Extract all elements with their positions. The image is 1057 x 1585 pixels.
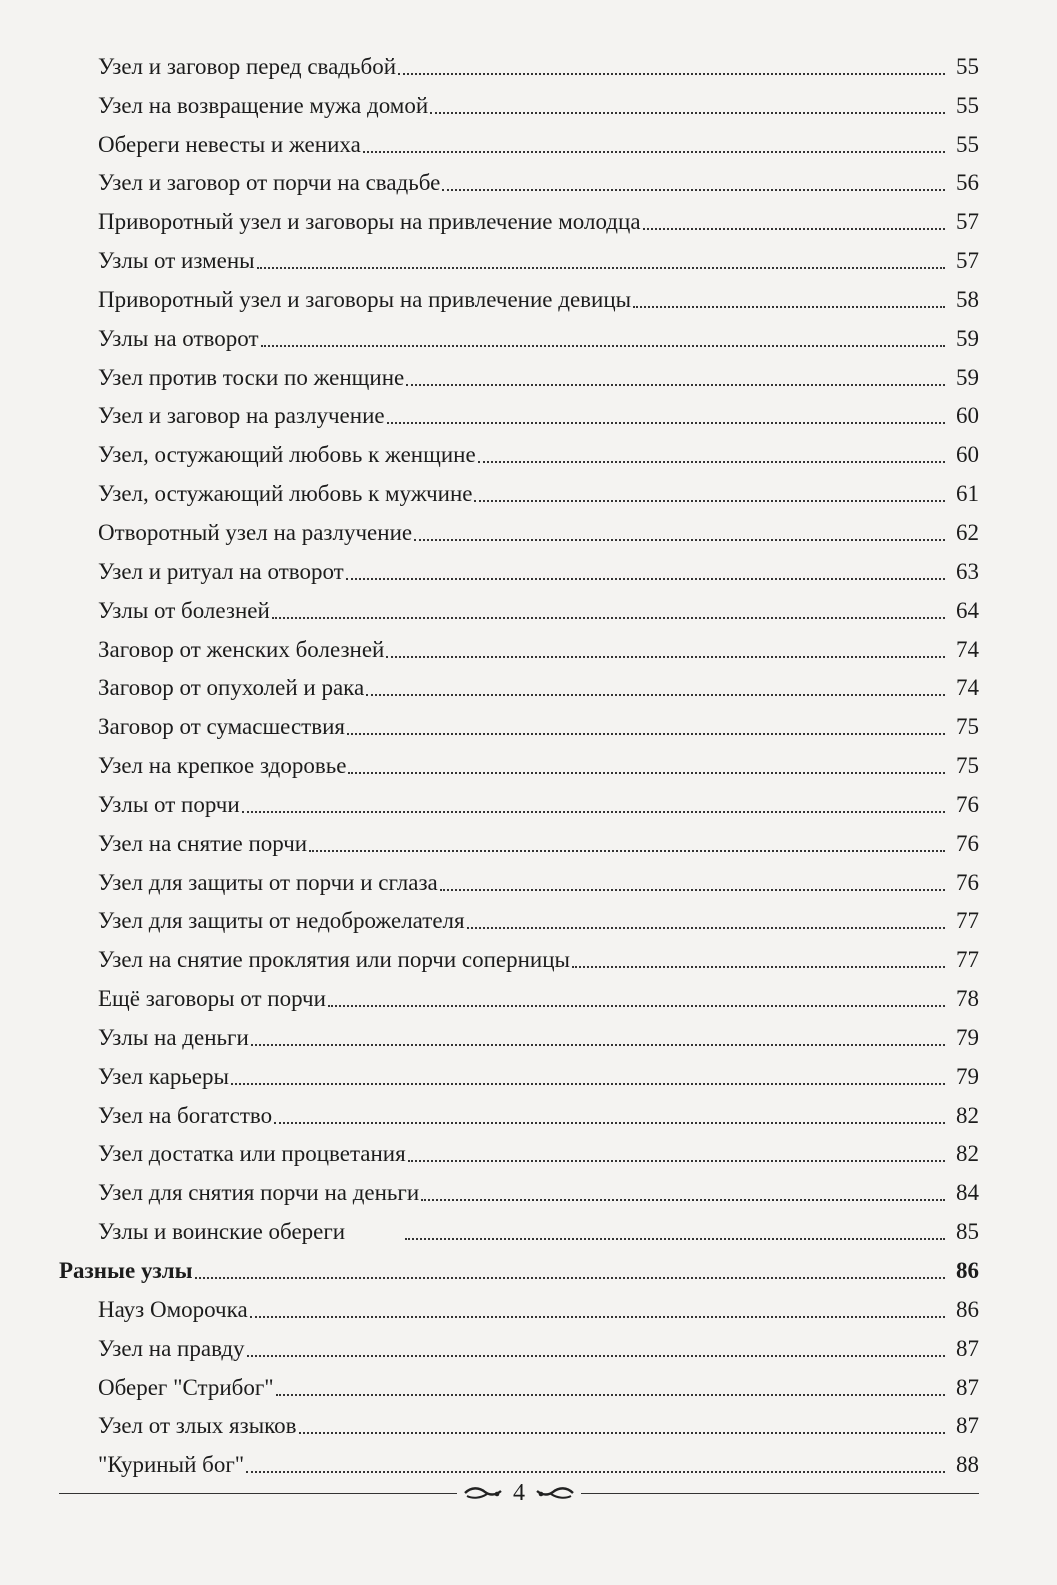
toc-entry-page: 55 <box>956 131 979 157</box>
toc-entry-page: 74 <box>956 675 979 701</box>
toc-entry-title: Узел и заговор от порчи на свадьбе <box>98 170 441 196</box>
toc-entry <box>0 940 1057 979</box>
toc-entry-page: 57 <box>956 209 979 235</box>
toc-entry-title: Заговор от женских болезней <box>98 636 385 662</box>
dot-leader <box>386 656 945 658</box>
toc-entry <box>0 47 1057 86</box>
dot-leader <box>363 151 945 153</box>
toc-entry-title: Заговор от сумасшествия <box>98 714 345 740</box>
toc-entry-title: Узел на правду <box>98 1335 245 1361</box>
toc-entry <box>0 435 1057 474</box>
toc-entry-title: Обереги невесты и жениха <box>98 131 361 157</box>
toc-entry-title: Узел, остужающий любовь к женщине <box>98 442 476 468</box>
footer-rule-right <box>581 1493 979 1494</box>
dot-leader <box>251 1044 945 1046</box>
toc-entry <box>0 669 1057 708</box>
toc-entry-title: Узел против тоски по женщине <box>98 364 405 390</box>
toc-entry-title: Узел для снятия порчи на деньги <box>98 1180 420 1206</box>
toc-entry-title: Узел достатка или процветания <box>98 1141 406 1167</box>
toc-entry-title: Узлы от измены <box>98 248 255 274</box>
toc-entry-title: Узлы от болезней <box>98 597 270 623</box>
toc-entry-page: 57 <box>956 248 979 274</box>
dot-leader <box>387 422 945 424</box>
dot-leader <box>347 733 945 735</box>
toc-entry-title: Приворотный узел и заговоры на привлечение девицы <box>98 286 632 312</box>
dot-leader <box>442 189 945 191</box>
toc-entry-page: 82 <box>956 1141 979 1167</box>
toc-entry <box>0 358 1057 397</box>
toc-entry-title: Ещё заговоры от порчи <box>98 986 326 1012</box>
toc-entry <box>0 513 1057 552</box>
toc-entry-title: Узел от злых языков <box>98 1413 297 1439</box>
dot-leader <box>231 1083 945 1085</box>
toc-entry <box>0 1135 1057 1174</box>
toc-entry <box>0 1057 1057 1096</box>
footer-rule-left <box>59 1493 457 1494</box>
dot-leader <box>633 306 945 308</box>
toc-entry-page: 59 <box>956 364 979 390</box>
dot-leader <box>467 927 945 929</box>
toc-section-page: 86 <box>956 1258 979 1283</box>
page-footer <box>59 1478 979 1508</box>
toc-entry <box>0 746 1057 785</box>
toc-entry-page: 75 <box>956 714 979 740</box>
dot-leader <box>274 1122 945 1124</box>
toc-entry-page: 77 <box>956 908 979 934</box>
toc-entry-title: Приворотный узел и заговоры на привлечение молодца <box>98 209 641 235</box>
toc-entry <box>0 202 1057 241</box>
toc-entry-page: 62 <box>956 519 979 545</box>
dot-leader <box>478 461 945 463</box>
toc-entry <box>0 552 1057 591</box>
toc-entry <box>0 1407 1057 1446</box>
dot-leader <box>346 578 945 580</box>
toc-entry-page: 55 <box>956 53 979 79</box>
dot-leader <box>366 694 945 696</box>
toc-entry-title: Узел и заговор перед свадьбой <box>98 53 397 79</box>
toc-entry-title: Оберег "Стрибог" <box>98 1374 274 1400</box>
toc-entry-page: 60 <box>956 403 979 429</box>
toc-entry-page: 82 <box>956 1102 979 1128</box>
toc-entry-page: 84 <box>956 1180 979 1206</box>
toc-entry-page: 88 <box>956 1452 979 1478</box>
toc-entry-title: Узел на возвращение мужа домой <box>98 92 429 118</box>
toc-entry-page: 77 <box>956 947 979 973</box>
toc-entry-title: Узлы от порчи <box>98 791 240 817</box>
toc-entry-page: 75 <box>956 753 979 779</box>
toc-entry-page: 76 <box>956 791 979 817</box>
toc-entry-title: Узлы на отворот <box>98 325 259 351</box>
toc-entry <box>0 902 1057 941</box>
dot-leader <box>474 500 945 502</box>
toc-entry-title: Узел, остужающий любовь к мужчине <box>98 481 473 507</box>
toc-entry <box>0 1212 1057 1251</box>
dot-leader <box>440 889 945 891</box>
dot-leader <box>250 1316 945 1318</box>
dot-leader <box>195 1277 945 1279</box>
toc-entry-title: Заговор от опухолей и рака <box>98 675 365 701</box>
toc-entry <box>0 824 1057 863</box>
toc-entry <box>0 785 1057 824</box>
toc-entry <box>0 1290 1057 1329</box>
toc-entry <box>0 1096 1057 1135</box>
dot-leader <box>328 1005 945 1007</box>
dot-leader <box>643 228 945 230</box>
toc-entry <box>0 979 1057 1018</box>
dot-leader <box>246 1471 945 1473</box>
toc-entry-title: Узел карьеры <box>98 1063 229 1089</box>
toc-entry-title: Узел на снятие порчи <box>98 830 308 856</box>
toc-entry-title: "Куриный бог" <box>98 1452 245 1478</box>
toc-section-title: Разные узлы <box>59 1258 193 1283</box>
scroll-ornament-right-icon <box>535 1485 575 1501</box>
dot-leader <box>309 850 945 852</box>
toc-entry-page: 87 <box>956 1413 979 1439</box>
toc-section-heading <box>0 1251 1057 1290</box>
dot-leader <box>398 73 945 75</box>
toc-entry-page: 60 <box>956 442 979 468</box>
dot-leader <box>299 1432 945 1434</box>
toc-entry-title: Узел на богатство <box>98 1102 273 1128</box>
toc-entry-page: 61 <box>956 481 979 507</box>
toc-entry-page: 78 <box>956 986 979 1012</box>
toc-entry-title: Узел на крепкое здоровье <box>98 753 347 779</box>
toc-entry-page: 56 <box>956 170 979 196</box>
page-number: 4 <box>513 1480 525 1506</box>
toc-entry <box>0 125 1057 164</box>
dot-leader <box>408 1160 945 1162</box>
dot-leader <box>261 345 946 347</box>
toc-entry-page: 63 <box>956 558 979 584</box>
toc-entry <box>0 1368 1057 1407</box>
toc-entry-page: 59 <box>956 325 979 351</box>
scroll-ornament-left-icon <box>463 1485 503 1501</box>
toc-entry-page: 79 <box>956 1063 979 1089</box>
toc-entry <box>0 319 1057 358</box>
toc-entry <box>0 474 1057 513</box>
toc-entry-page: 76 <box>956 830 979 856</box>
dot-leader <box>242 811 945 813</box>
toc-entry-title: Отворотный узел на разлучение <box>98 519 413 545</box>
toc-entry <box>0 164 1057 203</box>
toc-entry <box>0 280 1057 319</box>
toc-entry <box>0 1329 1057 1368</box>
dot-leader <box>348 772 945 774</box>
toc-entry <box>0 397 1057 436</box>
dot-leader <box>414 539 945 541</box>
toc-entry-page: 79 <box>956 1024 979 1050</box>
dot-leader <box>272 617 945 619</box>
toc-entry <box>0 1018 1057 1057</box>
dot-leader <box>247 1355 945 1357</box>
toc-entry-title: Узлы и воинские обереги <box>98 1219 346 1245</box>
toc-entry-page: 55 <box>956 92 979 118</box>
toc-entry-page: 58 <box>956 286 979 312</box>
dot-leader <box>276 1394 945 1396</box>
dot-leader <box>406 384 945 386</box>
toc-entry-page: 76 <box>956 869 979 895</box>
dot-leader <box>572 966 945 968</box>
toc-entry-page: 86 <box>956 1296 979 1322</box>
toc-entry-page: 87 <box>956 1335 979 1361</box>
toc-entry <box>0 863 1057 902</box>
toc-entry-title: Узел для защиты от порчи и сглаза <box>98 869 438 895</box>
dot-leader <box>430 112 945 114</box>
toc-entry <box>0 707 1057 746</box>
toc-entry <box>0 630 1057 669</box>
dot-leader <box>421 1199 945 1201</box>
toc-entry-title: Узлы на деньги <box>98 1024 249 1050</box>
toc-entry-page: 87 <box>956 1374 979 1400</box>
toc-entry <box>0 1173 1057 1212</box>
toc-entry-title: Узел и заговор на разлучение <box>98 403 385 429</box>
dot-leader <box>257 267 945 269</box>
toc-entry-title: Узел на снятие проклятия или порчи соперницы <box>98 947 571 973</box>
toc-entry-title: Узел и ритуал на отворот <box>98 558 344 584</box>
toc-entry-page: 74 <box>956 636 979 662</box>
table-of-contents <box>0 47 1057 1484</box>
toc-entry <box>0 591 1057 630</box>
toc-entry-page: 64 <box>956 597 979 623</box>
toc-entry-title: Науз Оморочка <box>98 1296 248 1322</box>
toc-entry <box>0 86 1057 125</box>
dot-leader <box>405 1238 945 1240</box>
toc-entry <box>0 241 1057 280</box>
toc-entry-title: Узел для защиты от недоброжелателя <box>98 908 465 934</box>
toc-entry-page: 85 <box>956 1219 979 1245</box>
